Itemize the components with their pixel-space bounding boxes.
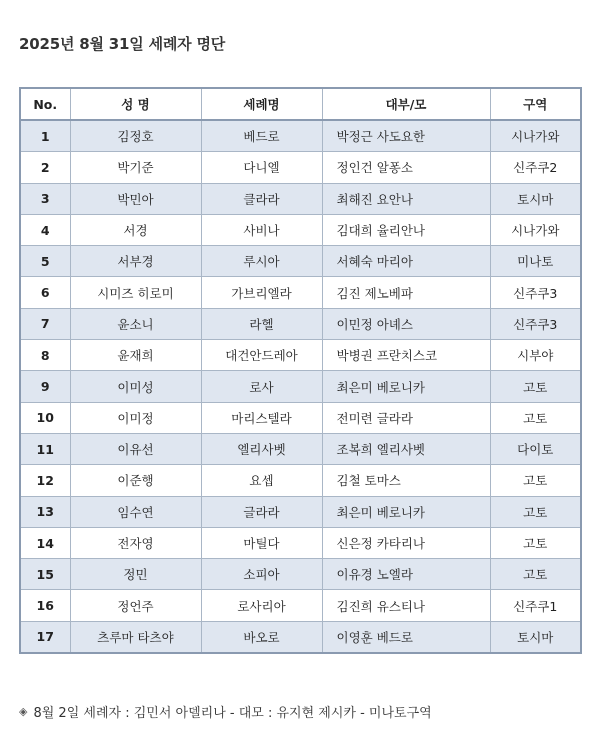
cell-district: 신주쿠1 — [490, 590, 581, 621]
cell-district: 신주쿠3 — [490, 308, 581, 339]
cell-name: 이준행 — [70, 465, 201, 496]
table-header-row — [20, 88, 581, 120]
cell-name: 서경 — [70, 214, 201, 245]
page-title: 2025년 8월 31일 세례자 명단 — [19, 35, 226, 53]
cell-district: 시나가와 — [490, 120, 581, 152]
table-row — [20, 621, 581, 653]
cell-no: 15 — [20, 559, 70, 590]
cell-name: 정언주 — [70, 590, 201, 621]
cell-name: 김정호 — [70, 120, 201, 152]
cell-baptismal-name: 요셉 — [201, 465, 322, 496]
cell-district: 고토 — [490, 496, 581, 527]
footer-note-text: 8월 2일 세례자 : 김민서 아델리나 - 대모 : 유지현 제시카 - 미나토구역 — [33, 706, 432, 721]
cell-godparent: 서혜숙 마리아 — [322, 246, 490, 277]
table-row — [20, 308, 581, 339]
table-row — [20, 559, 581, 590]
cell-godparent: 최은미 베로니카 — [322, 496, 490, 527]
cell-name: 시미즈 히로미 — [70, 277, 201, 308]
header-godparent: 대부/모 — [322, 88, 490, 120]
cell-godparent: 김진 제노베파 — [322, 277, 490, 308]
header-no: No. — [20, 88, 70, 120]
table-row — [20, 183, 581, 214]
cell-district: 고토 — [490, 371, 581, 402]
cell-baptismal-name: 가브리엘라 — [201, 277, 322, 308]
cell-no: 8 — [20, 340, 70, 371]
cell-no: 16 — [20, 590, 70, 621]
cell-name: 윤재희 — [70, 340, 201, 371]
cell-name: 이미정 — [70, 402, 201, 433]
cell-baptismal-name: 글라라 — [201, 496, 322, 527]
cell-district: 미나토 — [490, 246, 581, 277]
table-row — [20, 465, 581, 496]
cell-district: 토시마 — [490, 183, 581, 214]
cell-name: 서부경 — [70, 246, 201, 277]
cell-baptismal-name: 엘리사벳 — [201, 433, 322, 464]
cell-district: 시부야 — [490, 340, 581, 371]
table-row — [20, 371, 581, 402]
cell-godparent: 신은정 카타리나 — [322, 527, 490, 558]
cell-baptismal-name: 루시아 — [201, 246, 322, 277]
cell-no: 11 — [20, 433, 70, 464]
cell-baptismal-name: 소피아 — [201, 559, 322, 590]
cell-baptismal-name: 마틸다 — [201, 527, 322, 558]
cell-godparent: 이영훈 베드로 — [322, 621, 490, 653]
cell-district: 고토 — [490, 559, 581, 590]
cell-no: 4 — [20, 214, 70, 245]
cell-district: 시나가와 — [490, 214, 581, 245]
cell-godparent: 이민정 아녜스 — [322, 308, 490, 339]
cell-godparent: 박병권 프란치스코 — [322, 340, 490, 371]
cell-district: 고토 — [490, 402, 581, 433]
cell-godparent: 김철 토마스 — [322, 465, 490, 496]
cell-baptismal-name: 마리스텔라 — [201, 402, 322, 433]
table-row — [20, 433, 581, 464]
cell-baptismal-name: 로사리아 — [201, 590, 322, 621]
table-row — [20, 340, 581, 371]
table-row — [20, 402, 581, 433]
cell-baptismal-name: 클라라 — [201, 183, 322, 214]
cell-name: 이미성 — [70, 371, 201, 402]
table-row — [20, 277, 581, 308]
cell-baptismal-name: 사비나 — [201, 214, 322, 245]
cell-no: 6 — [20, 277, 70, 308]
table-row — [20, 496, 581, 527]
table-row — [20, 246, 581, 277]
cell-district: 신주쿠2 — [490, 152, 581, 183]
cell-no: 17 — [20, 621, 70, 653]
cell-name: 박기준 — [70, 152, 201, 183]
cell-no: 10 — [20, 402, 70, 433]
cell-no: 7 — [20, 308, 70, 339]
cell-baptismal-name: 로사 — [201, 371, 322, 402]
cell-district: 신주쿠3 — [490, 277, 581, 308]
cell-godparent: 이유경 노엘라 — [322, 559, 490, 590]
cell-no: 2 — [20, 152, 70, 183]
cell-godparent: 정인건 알퐁소 — [322, 152, 490, 183]
cell-godparent: 최해진 요안나 — [322, 183, 490, 214]
header-name: 성 명 — [70, 88, 201, 120]
table-row — [20, 214, 581, 245]
cell-no: 14 — [20, 527, 70, 558]
cell-godparent: 전미련 글라라 — [322, 402, 490, 433]
cell-no: 3 — [20, 183, 70, 214]
cell-no: 12 — [20, 465, 70, 496]
cell-district: 고토 — [490, 527, 581, 558]
table-row — [20, 590, 581, 621]
diamond-outline-icon: ◈ — [19, 705, 28, 718]
table-row — [20, 527, 581, 558]
cell-godparent: 김진희 유스티나 — [322, 590, 490, 621]
cell-godparent: 최은미 베로니카 — [322, 371, 490, 402]
header-baptismal-name: 세례명 — [201, 88, 322, 120]
cell-name: 정민 — [70, 559, 201, 590]
cell-baptismal-name: 대건안드레아 — [201, 340, 322, 371]
cell-no: 13 — [20, 496, 70, 527]
cell-baptismal-name: 베드로 — [201, 120, 322, 152]
cell-district: 토시마 — [490, 621, 581, 653]
footer-note — [19, 702, 432, 721]
table-row — [20, 120, 581, 152]
cell-no: 9 — [20, 371, 70, 402]
cell-baptismal-name: 바오로 — [201, 621, 322, 653]
baptism-roster-table — [19, 87, 582, 654]
cell-godparent: 박정근 사도요한 — [322, 120, 490, 152]
cell-name: 윤소니 — [70, 308, 201, 339]
cell-baptismal-name: 라헬 — [201, 308, 322, 339]
cell-name: 박민아 — [70, 183, 201, 214]
table-row — [20, 152, 581, 183]
cell-no: 1 — [20, 120, 70, 152]
cell-godparent: 김대희 율리안나 — [322, 214, 490, 245]
cell-name: 츠루마 타츠야 — [70, 621, 201, 653]
header-district: 구역 — [490, 88, 581, 120]
cell-no: 5 — [20, 246, 70, 277]
cell-baptismal-name: 다니엘 — [201, 152, 322, 183]
cell-name: 임수연 — [70, 496, 201, 527]
cell-district: 다이토 — [490, 433, 581, 464]
cell-godparent: 조복희 엘리사벳 — [322, 433, 490, 464]
cell-name: 전자영 — [70, 527, 201, 558]
cell-name: 이유선 — [70, 433, 201, 464]
cell-district: 고토 — [490, 465, 581, 496]
